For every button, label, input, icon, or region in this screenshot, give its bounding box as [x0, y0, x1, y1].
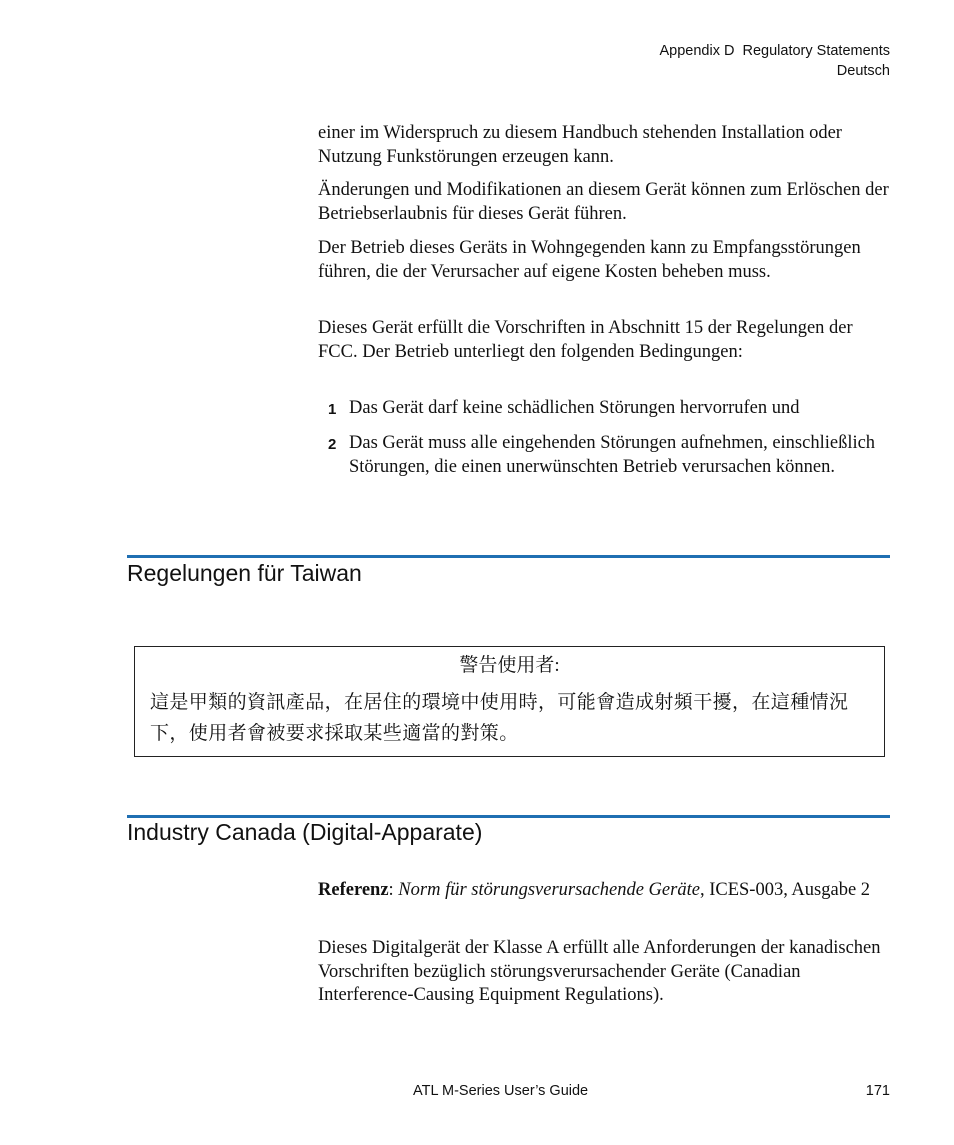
canada-reference [318, 879, 894, 903]
reference-details: , ICES-003, Ausgabe 2 [699, 880, 871, 900]
section-heading-canada: Industry Canada (Digital-Apparate) [127, 819, 483, 845]
fcc-paragraph-1: einer im Widerspruch zu diesem Handbuch stehenden Installation oder Nutzung Funkstörungen erzeugen kann. [318, 123, 842, 167]
fcc-paragraph-4: Dieses Gerät erfüllt die Vorschriften in Abschnitt 15 der Regelungen der FCC. Der Betrieb unterliegt den folgenden Bedingungen: [318, 318, 853, 362]
section-heading-taiwan: Regelungen für Taiwan [127, 560, 362, 586]
taiwan-warning-text: 這是甲類的資訊產品，在居住的環境中使用時，可能會造成射頻干擾，在這種情況下，使用者會被要求採取某些適當的對策。 [150, 692, 849, 744]
condition-item [328, 397, 894, 421]
header-subsection: Deutsch [836, 63, 890, 79]
footer-document-title: ATL M-Series User’s Guide [413, 1083, 589, 1099]
condition-text: Das Gerät darf keine schädlichen Störungen hervorrufen und [349, 398, 800, 418]
header-chapter: Appendix D Regulatory Statements [659, 43, 890, 59]
condition-item [328, 432, 894, 479]
running-header [659, 41, 890, 81]
reference-title: Norm für störungsverursachende Geräte [398, 880, 700, 900]
taiwan-warning-title: 警告使用者: [459, 655, 560, 676]
reference-separator: : [388, 880, 399, 900]
footer-page-number: 171 [865, 1083, 890, 1099]
condition-number: 1 [328, 401, 337, 418]
canada-statement: Dieses Digitalgerät der Klasse A erfüllt alle Anforderungen der kanadischen Vorschriften bezüglich störungsverursachender Geräte (Canadian Interference-Causing Equipment Regulations). [318, 938, 881, 1005]
fcc-paragraph-3: Der Betrieb dieses Geräts in Wohngegenden kann zu Empfangsstörungen führen, die der Verursacher auf eigene Kosten beheben muss. [318, 238, 861, 282]
taiwan-warning-box [134, 646, 885, 757]
reference-label: Referenz [318, 880, 389, 900]
condition-text: Das Gerät muss alle eingehenden Störungen aufnehmen, einschließlich Störungen, die einen unerwünschten Betrieb verursachen können. [349, 433, 876, 477]
section-divider [127, 555, 890, 558]
fcc-paragraph-2: Änderungen und Modifikationen an diesem Gerät können zum Erlöschen der Betriebserlaubnis für dieses Gerät führen. [318, 180, 889, 224]
condition-number: 2 [328, 436, 337, 453]
